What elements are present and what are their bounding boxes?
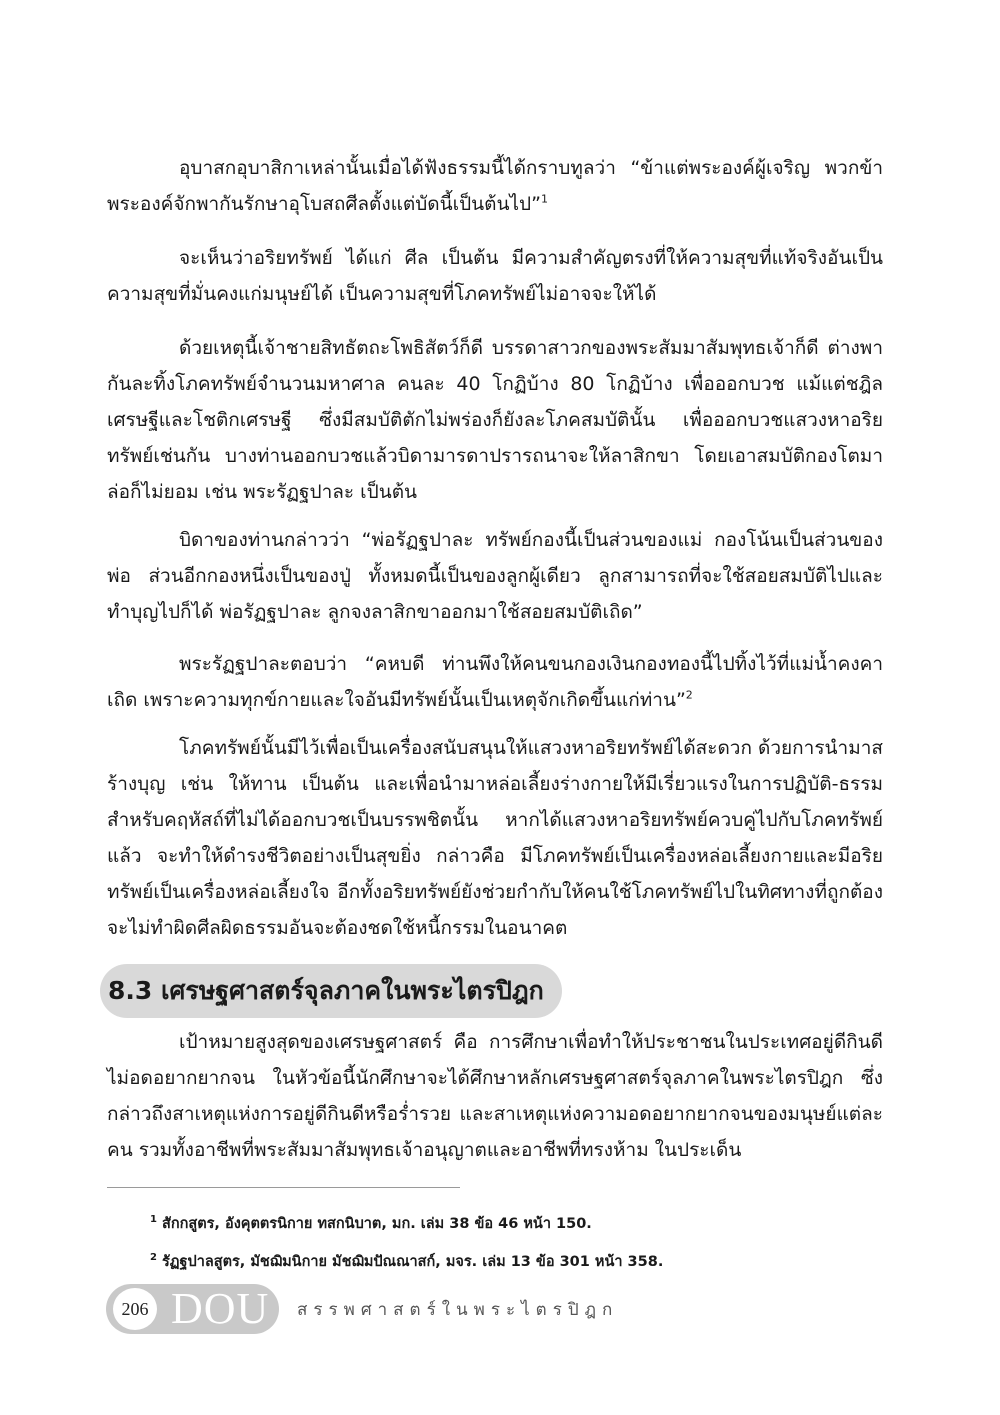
body-paragraph-1 xyxy=(107,150,883,222)
course-title: สรรพศาสตร์ในพระไตรปิฎก xyxy=(297,1300,619,1320)
body-paragraph-3: ด้วยเหตุนี้เจ้าชายสิทธัตถะโพธิสัตว์ก็ดี บรรดาสาวกของพระสัมมาสัมพุทธเจ้าก็ดี ต่างพากันละทิ้งโภคทรัพย์จำนวนมหาศาล คนละ 40 โกฏิบ้าง 80 โกฏิบ้าง เพื่อออกบวช แม้แต่ชฎิลเศรษฐีและโชติกเศรษฐี ซึ่งมีสมบัติตักไม่พร่องก็ยังละโภคสมบัตินั้น เพื่อออกบวชแสวงหาอริยทรัพย์เช่นกัน บางท่านออกบวชแล้วบิดามารดาปรารถนาจะให้ลาสิกขา โดยเอาสมบัติกองโตมาล่อก็ไม่ยอม เช่น พระรัฏฐปาละ เป็นต้น xyxy=(107,337,883,503)
body-paragraph-2: จะเห็นว่าอริยทรัพย์ ได้แก่ ศีล เป็นต้น มีความสำคัญตรงที่ให้ความสุขที่แท้จริงอันเป็นความสุขที่มั่นคงแก่มนุษย์ได้ เป็นความสุขที่โภคทรัพย์ไม่อาจจะให้ได้ xyxy=(107,247,883,305)
body-paragraph-5 xyxy=(107,646,883,718)
footnote-divider xyxy=(107,1187,460,1188)
section-heading xyxy=(100,964,562,1018)
footnote-ref-1: 1 xyxy=(540,192,548,206)
body-paragraph-4: บิดาของท่านกล่าวว่า “พ่อรัฏฐปาละ ทรัพย์กองนี้เป็นส่วนของแม่ กองโน้นเป็นส่วนของพ่อ ส่วนอีกกองหนึ่งเป็นของปู่ ทั้งหมดนี้เป็นของลูกผู้เดียว ลูกสามารถที่จะใช้สอยสมบัติไปและทำบุญไปก็ได้ พ่อรัฏฐปาละ ลูกจงลาสิกขาออกมาใช้สอยสมบัติเถิด” xyxy=(107,529,883,623)
footnote-1 xyxy=(150,1212,592,1235)
footnote-2 xyxy=(150,1250,663,1273)
footnote-2-text: รัฏฐปาลสูตร, มัชฌิมนิกาย มัชฌิมปัณณาสก์, มจร. เล่ม 13 ข้อ 301 หน้า 358. xyxy=(161,1254,664,1270)
footnote-ref-2: 2 xyxy=(685,688,693,702)
footnote-1-number: 1 xyxy=(150,1214,157,1226)
footnote-2-number: 2 xyxy=(150,1252,157,1264)
body-paragraph-7: เป้าหมายสูงสุดของเศรษฐศาสตร์ คือ การศึกษาเพื่อทำให้ประชาชนในประเทศอยู่ดีกินดี ไม่อดอยากยากจน ในหัวข้อนี้นักศึกษาจะได้ศึกษาหลักเศรษฐศาสตร์จุลภาคในพระไตรปิฎก ซึ่งกล่าวถึงสาเหตุแห่งการอยู่ดีกินดีหรือร่ำรวย และสาเหตุแห่งความอดอยากยากจนของมนุษย์แต่ละคน รวมทั้งอาชีพที่พระสัมมาสัมพุทธเจ้าอนุญาตและอาชีพที่ทรงห้าม ในประเด็น xyxy=(107,1031,883,1161)
footnote-1-text: สักกสูตร, อังคุตตรนิกาย ทสกนิบาต, มก. เล่ม 38 ข้อ 46 หน้า 150. xyxy=(161,1216,592,1232)
section-heading-text: 8.3 เศรษฐศาสตร์จุลภาคในพระไตรปิฎก xyxy=(108,976,544,1005)
paragraph-1-text: อุบาสกอุบาสิกาเหล่านั้นเมื่อได้ฟังธรรมนี้ได้กราบทูลว่า “ข้าแต่พระองค์ผู้เจริญ พวกข้าพระองค์จักพากันรักษาอุโบสถศีลตั้งแต่บัดนี้เป็นต้นไป” xyxy=(107,157,883,215)
paragraph-5-text: พระรัฏฐปาละตอบว่า “คหบดี ท่านพึงให้คนขนกองเงินกองทองนี้ไปทิ้งไว้ที่แม่น้ำคงคาเถิด เพราะความทุกข์กายและใจอันมีทรัพย์นั้นเป็นเหตุจักเกิดขึ้นแก่ท่าน” xyxy=(107,653,883,711)
body-paragraph-6: โภคทรัพย์นั้นมีไว้เพื่อเป็นเครื่องสนับสนุนให้แสวงหาอริยทรัพย์ได้สะดวก ด้วยการนำมาสร้างบุญ เช่น ให้ทาน เป็นต้น และเพื่อนำมาหล่อเลี้ยงร่างกายให้มีเรี่ยวแรงในการปฏิบัติ-ธรรม สำหรับคฤหัสถ์ที่ไม่ได้ออกบวชเป็นบรรพชิตนั้น หากได้แสวงหาอริยทรัพย์ควบคู่ไปกับโภคทรัพย์แล้ว จะทำให้ดำรงชีวิตอย่างเป็นสุขยิ่ง กล่าวคือ มีโภคทรัพย์เป็นเครื่องหล่อเลี้ยงกายและมีอริยทรัพย์เป็นเครื่องหล่อเลี้ยงใจ อีกทั้งอริยทรัพย์ยังช่วยกำกับให้คนใช้โภคทรัพย์ไปในทิศทางที่ถูกต้อง จะไม่ทำผิดศีลผิดธรรมอันจะต้องชดใช้หนี้กรรมในอนาคต xyxy=(107,737,883,939)
page-number: 206 xyxy=(121,1298,149,1319)
page-number-badge xyxy=(113,1288,157,1330)
dou-logo: DOU xyxy=(171,1284,270,1333)
